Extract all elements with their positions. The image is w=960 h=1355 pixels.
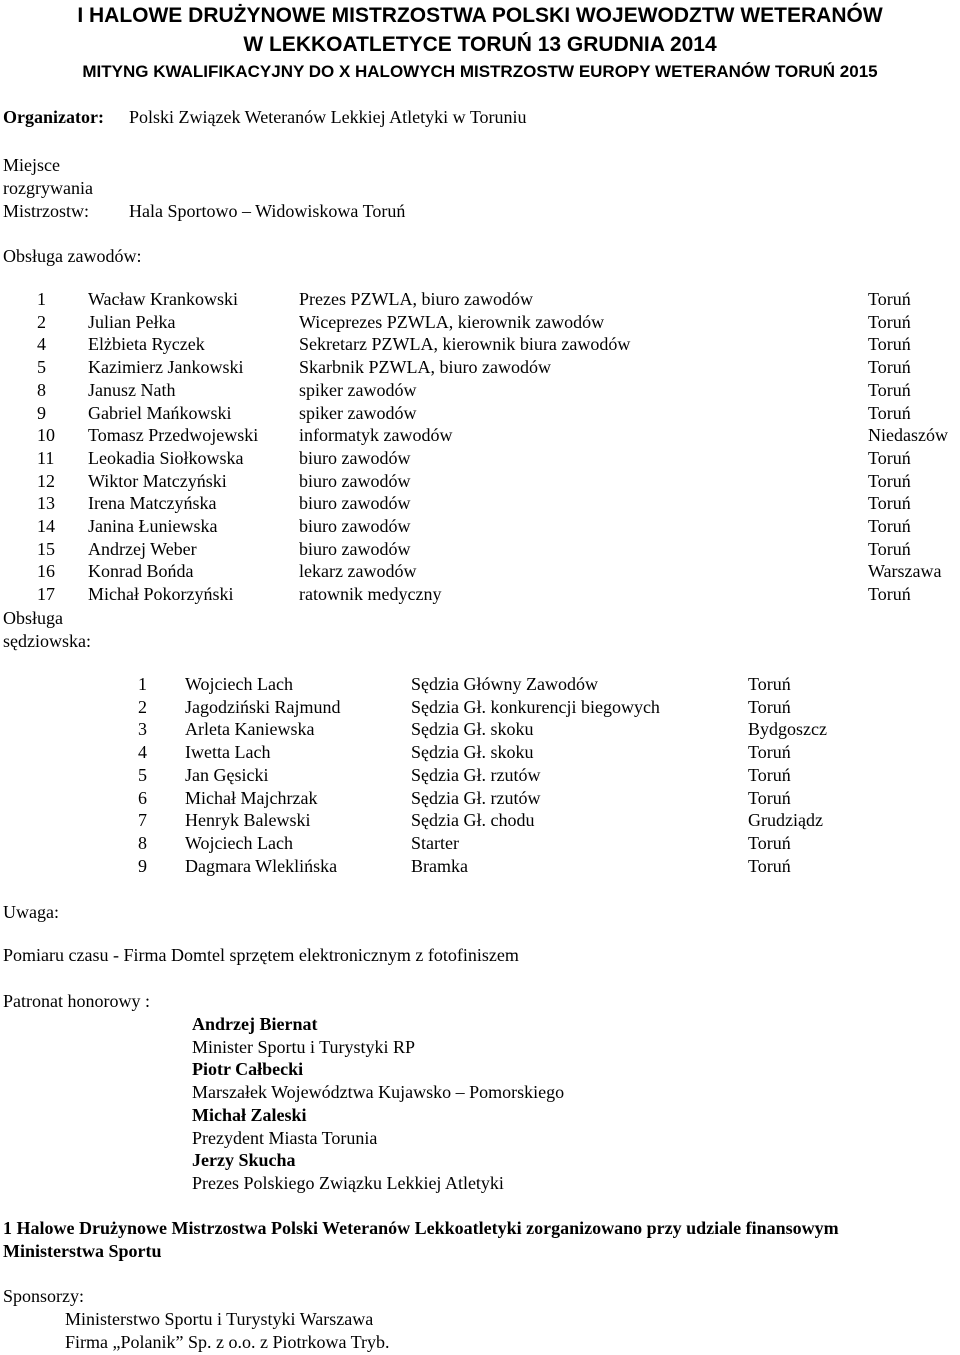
venue-value: Hala Sportowo – Widowiskowa Toruń <box>129 201 406 221</box>
staff-number: 15 <box>37 538 55 559</box>
organizer-value: Polski Związek Weteranów Lekkiej Atletyki w Toruniu <box>129 107 527 127</box>
staff-number: 16 <box>37 561 55 582</box>
staff-number: 10 <box>37 425 55 446</box>
judge-city: Toruń <box>748 787 791 808</box>
staff-name: Wiktor Matczyński <box>88 470 227 491</box>
staff-row <box>0 425 960 448</box>
staff-role: Prezes PZWLA, biuro zawodów <box>299 289 533 309</box>
judge-row <box>0 856 960 879</box>
staff-name: Andrzej Weber <box>88 538 197 559</box>
staff-name: Leokadia Siołkowska <box>88 447 244 468</box>
staff-city: Toruń <box>868 379 911 400</box>
staff-name: Konrad Bońda <box>88 561 194 582</box>
judge-name: Henryk Balewski <box>185 810 311 831</box>
staff-number: 8 <box>37 379 46 400</box>
staff-row <box>0 561 960 584</box>
judge-role: Sędzia Główny Zawodów <box>411 674 598 694</box>
staff-row <box>0 448 960 471</box>
staff-city: Toruń <box>868 334 911 355</box>
staff-name: Tomasz Przedwojewski <box>88 425 259 446</box>
staff-number: 11 <box>37 447 55 468</box>
staff-city: Toruń <box>868 289 911 309</box>
staff-row <box>0 471 960 494</box>
judge-row <box>0 697 960 720</box>
patron-name: Jerzy Skucha <box>192 1150 296 1171</box>
staff-row <box>0 312 960 335</box>
staff-city: Toruń <box>868 493 911 514</box>
judge-city: Bydgoszcz <box>748 719 827 740</box>
patron-title: Minister Sportu i Turystyki RP <box>192 1036 416 1057</box>
judge-name: Wojciech Lach <box>185 674 293 694</box>
staff-role: ratownik medyczny <box>299 584 442 605</box>
judge-row <box>0 810 960 833</box>
patron-title: Prezes Polskiego Związku Lekkiej Atletyki <box>192 1172 504 1193</box>
judge-name: Jagodziński Rajmund <box>185 696 341 717</box>
patron-name: Michał Zaleski <box>192 1104 307 1125</box>
staff-role: biuro zawodów <box>299 493 411 514</box>
judge-role: Sędzia Gł. rzutów <box>411 764 541 785</box>
patron-name: Piotr Całbecki <box>192 1059 304 1080</box>
staff-name: Wacław Krankowski <box>88 289 239 309</box>
venue-label-line-1: Miejsce <box>3 155 60 175</box>
judge-row <box>0 833 960 856</box>
judge-row <box>0 742 960 765</box>
staff-name: Michał Pokorzyński <box>88 584 234 605</box>
staff-row <box>0 584 960 607</box>
funding-line-1: 1 Halowe Drużynowe Mistrzostwa Polski Weteranów Lekkoatletyki zorganizowano przy udziale finansowym <box>3 1218 839 1238</box>
staff-role: lekarz zawodów <box>299 561 417 582</box>
note-text: Pomiaru czasu - Firma Domtel sprzętem elektronicznym z fotofiniszem <box>3 945 519 965</box>
judge-city: Toruń <box>748 742 791 763</box>
judge-role: Starter <box>411 832 459 853</box>
staff-number: 13 <box>37 493 55 514</box>
staff-role: informatyk zawodów <box>299 425 453 446</box>
judge-row <box>0 719 960 742</box>
staff-role: Wiceprezes PZWLA, kierownik zawodów <box>299 311 605 332</box>
judge-city: Toruń <box>748 674 791 694</box>
staff-city: Toruń <box>868 538 911 559</box>
judge-name: Iwetta Lach <box>185 742 271 763</box>
judge-city: Toruń <box>748 832 791 853</box>
staff-row <box>0 380 960 403</box>
venue-label-line-2: rozgrywania <box>3 178 93 198</box>
staff-role: Sekretarz PZWLA, kierownik biura zawodów <box>299 334 631 355</box>
judge-role: Sędzia Gł. rzutów <box>411 787 541 808</box>
judge-city: Grudziądz <box>748 810 823 831</box>
patronage-label: Patronat honorowy : <box>3 991 150 1011</box>
staff-name: Julian Pełka <box>88 311 176 332</box>
staff-row <box>0 403 960 426</box>
judge-name: Wojciech Lach <box>185 832 293 853</box>
note-label: Uwaga: <box>3 902 59 922</box>
staff-role: spiker zawodów <box>299 379 417 400</box>
staff-city: Toruń <box>868 357 911 378</box>
staff-row <box>0 357 960 380</box>
staff-number: 9 <box>37 402 46 423</box>
staff-row <box>0 516 960 539</box>
staff-city: Toruń <box>868 402 911 423</box>
judge-role: Sędzia Gł. skoku <box>411 742 534 763</box>
judge-role: Sędzia Gł. skoku <box>411 719 534 740</box>
judge-row <box>0 674 960 697</box>
judge-number: 5 <box>138 764 147 785</box>
staff-role: spiker zawodów <box>299 402 417 423</box>
sponsor-item: Ministerstwo Sportu i Turystyki Warszawa <box>65 1309 374 1329</box>
judge-number: 7 <box>138 810 147 831</box>
staff-row <box>0 493 960 516</box>
venue-label-line-3: Mistrzostw: <box>3 201 90 221</box>
staff-name: Janusz Nath <box>88 379 176 400</box>
judges-label-line-1: Obsługa <box>3 608 63 628</box>
staff-row <box>0 289 960 312</box>
organizer-label: Organizator: <box>3 107 104 127</box>
staff-number: 5 <box>37 357 46 378</box>
staff-role: biuro zawodów <box>299 447 411 468</box>
judge-city: Toruń <box>748 696 791 717</box>
staff-city: Toruń <box>868 311 911 332</box>
staff-name: Kazimierz Jankowski <box>88 357 244 378</box>
staff-city: Toruń <box>868 516 911 536</box>
staff-city: Toruń <box>868 447 911 468</box>
patron-name: Andrzej Biernat <box>192 1014 318 1034</box>
staff-number: 2 <box>37 311 46 332</box>
judge-name: Jan Gęsicki <box>185 764 269 785</box>
staff-name: Elżbieta Ryczek <box>88 334 205 355</box>
judge-number: 6 <box>138 787 147 808</box>
judges-label-line-2: sędziowska: <box>3 631 91 651</box>
judge-number: 4 <box>138 742 147 763</box>
sponsor-item: Firma „Polanik” Sp. z o.o. z Piotrkowa Tryb. <box>65 1331 390 1352</box>
judge-row <box>0 788 960 811</box>
staff-number: 14 <box>37 516 55 536</box>
staff-section-label: Obsługa zawodów: <box>3 246 142 266</box>
title-line-3: MITYNG KWALIFIKACYJNY DO X HALOWYCH MISTRZOSTW EUROPY WETERANÓW TORUŃ 2015 <box>82 62 878 81</box>
judge-row <box>0 765 960 788</box>
judge-role: Sędzia Gł. chodu <box>411 810 535 831</box>
staff-role: biuro zawodów <box>299 538 411 559</box>
title-line-1: I HALOWE DRUŻYNOWE MISTRZOSTWA POLSKI WOJEWODZTW WETERANÓW <box>77 4 883 27</box>
staff-number: 12 <box>37 470 55 491</box>
staff-number: 1 <box>37 289 46 309</box>
staff-city: Niedaszów <box>868 425 948 446</box>
staff-role: Skarbnik PZWLA, biuro zawodów <box>299 357 551 378</box>
staff-name: Gabriel Mańkowski <box>88 402 232 423</box>
judge-number: 2 <box>138 696 147 717</box>
judge-name: Dagmara Wleklińska <box>185 855 338 876</box>
staff-role: biuro zawodów <box>299 516 411 536</box>
judge-name: Arleta Kaniewska <box>185 719 315 740</box>
judge-number: 3 <box>138 719 147 740</box>
staff-city: Warszawa <box>868 561 942 582</box>
staff-row <box>0 334 960 357</box>
patron-title: Marszałek Województwa Kujawsko – Pomorskiego <box>192 1082 565 1103</box>
judge-number: 8 <box>138 832 147 853</box>
judge-number: 1 <box>138 674 147 694</box>
staff-name: Janina Łuniewska <box>88 516 218 536</box>
staff-role: biuro zawodów <box>299 470 411 491</box>
staff-number: 4 <box>37 334 46 355</box>
patron-title: Prezydent Miasta Torunia <box>192 1127 378 1148</box>
judge-role: Sędzia Gł. konkurencji biegowych <box>411 696 660 717</box>
staff-city: Toruń <box>868 584 911 605</box>
judge-city: Toruń <box>748 855 791 876</box>
sponsors-label: Sponsorzy: <box>3 1286 84 1306</box>
staff-name: Irena Matczyńska <box>88 493 217 514</box>
staff-city: Toruń <box>868 470 911 491</box>
staff-row <box>0 539 960 562</box>
staff-number: 17 <box>37 584 55 605</box>
title-line-2: W LEKKOATLETYCE TORUŃ 13 GRUDNIA 2014 <box>243 33 717 56</box>
judge-city: Toruń <box>748 764 791 785</box>
judge-role: Bramka <box>411 855 468 876</box>
funding-line-2: Ministerstwa Sportu <box>3 1241 162 1261</box>
judge-number: 9 <box>138 855 147 876</box>
judge-name: Michał Majchrzak <box>185 787 318 808</box>
